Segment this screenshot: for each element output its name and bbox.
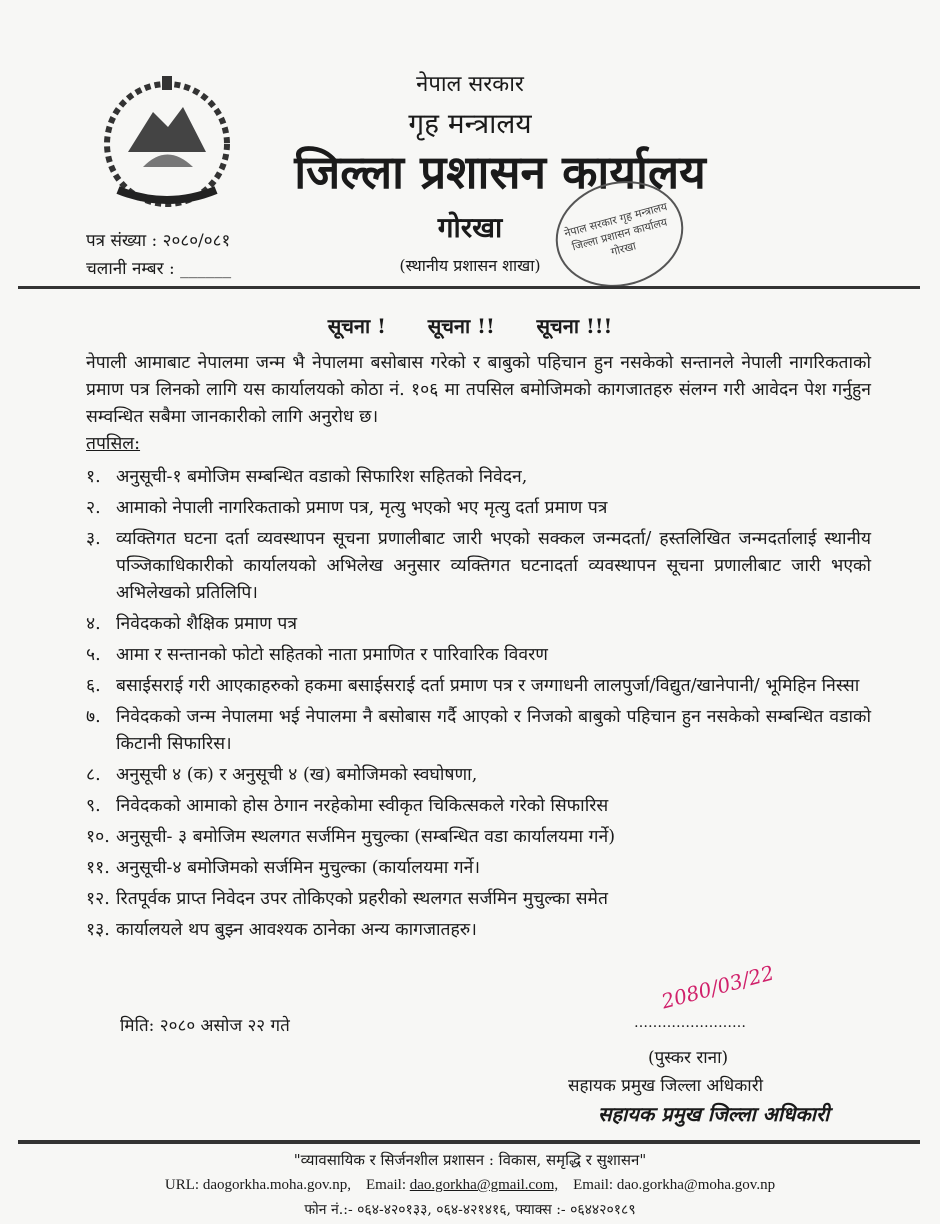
list-item <box>86 855 871 882</box>
footer-contacts <box>0 1177 940 1194</box>
handwritten-signature: 2080/03/22 <box>658 960 777 1014</box>
item-text: व्यक्तिगत घटना दर्ता व्यवस्थापन सूचना प्रणालीबाट जारी भएको सक्कल जन्मदर्ता/ हस्तलिखित जन्मदर्तालाई स्थानीय पञ्जिकाधिकारीको कार्यालयको अभिलेख अनुसार व्यक्तिगत घटनादर्ता व्यवस्थापन सूचना प्रणालीबाट जारी भएको अभिलेखको प्रतिलिपि। <box>116 529 871 603</box>
branch-name: (स्थानीय प्रशासन शाखा) <box>399 256 541 275</box>
list-item <box>86 526 871 607</box>
item-text: रितपूर्वक प्राप्त निवेदन उपर तोकिएको प्रहरीको स्थलगत सर्जमिन मुचुल्का समेत <box>116 889 608 909</box>
list-item <box>86 886 871 913</box>
item-number: ५. <box>86 645 101 665</box>
footer-phone: फोन नं.:- ०६४-४२०१३३, ०६४-४२१४१६, फ्याक्स :- ०६४४२०१८९ <box>304 1202 636 1218</box>
signatory-name: (पुस्कर राना) <box>648 1048 729 1068</box>
list-item <box>86 611 871 638</box>
item-number: १०. <box>86 827 110 847</box>
item-number: ६. <box>86 676 101 696</box>
item-number: १. <box>86 467 101 487</box>
notice-title: सूचना ! सूचना !! सूचना !!! <box>327 314 613 338</box>
website-url[interactable]: URL: daogorkha.moha.gov.np, <box>164 1177 351 1193</box>
footer-divider <box>18 1140 920 1144</box>
list-item <box>86 824 871 851</box>
item-number: १३. <box>86 920 110 940</box>
item-text: निवेदकको जन्म नेपालमा भई नेपालमा नै बसोबास गर्दै आएको र निजको बाबुको पहिचान हुन नसकेको सम्बन्धित वडाको किटानी सिफारिस। <box>116 707 871 754</box>
item-text: आमा र सन्तानको फोटो सहितको नाता प्रमाणित र पारिवारिक विवरण <box>116 645 548 665</box>
item-text: अनुसूची-१ बमोजिम सम्बन्धित वडाको सिफारिश सहितको निवेदन, <box>116 467 528 487</box>
item-number: ४. <box>86 614 101 634</box>
footer-slogan: "व्यावसायिक र सिर्जनशील प्रशासन : विकास, समृद्धि र सुशासन" <box>293 1151 647 1169</box>
requirements-list <box>86 464 871 944</box>
item-number: ९. <box>86 796 101 816</box>
item-number: ११. <box>86 858 110 878</box>
item-number: १२. <box>86 889 110 909</box>
list-heading: तपसिल: <box>86 434 141 454</box>
list-item <box>86 704 871 758</box>
district-name: गोरखा <box>437 211 503 244</box>
item-text: अनुसूची-४ बमोजिमको सर्जमिन मुचुल्का (कार्यालयमा गर्ने। <box>116 858 480 878</box>
letter-number: पत्र संख्या : २०८०/०८१ <box>86 231 231 251</box>
item-number: ७. <box>86 707 101 727</box>
signatory-stamp: सहायक प्रमुख जिल्ला अधिकारी <box>598 1102 830 1126</box>
item-number: २. <box>86 498 101 518</box>
list-item <box>86 673 871 700</box>
email1-label: Email: <box>366 1177 406 1193</box>
gov-name: नेपाल सरकार <box>416 72 524 97</box>
list-item <box>86 464 871 491</box>
email1-link[interactable]: dao.gorkha@gmail.com, <box>409 1177 559 1193</box>
office-name: जिल्ला प्रशासन कार्यालय <box>294 145 706 199</box>
item-text: निवेदकको आमाको होस ठेगान नरहेकोमा स्वीकृत चिकित्सकले गरेको सिफारिस <box>116 796 609 816</box>
signatory-title: सहायक प्रमुख जिल्ला अधिकारी <box>568 1076 764 1096</box>
notice-body <box>86 350 871 944</box>
stamp-text: नेपाल सरकार गृह मन्त्रालय जिल्ला प्रशासन कार्यालय गोरखा <box>562 199 669 259</box>
item-text: अनुसूची- ३ बमोजिम स्थलगत सर्जमिन मुचुल्का (सम्बन्धित वडा कार्यालयमा गर्ने) <box>116 827 616 847</box>
item-number: ८. <box>86 765 101 785</box>
list-item <box>86 762 871 789</box>
list-item <box>86 793 871 820</box>
ministry-name: गृह मन्त्रालय <box>408 107 532 140</box>
email2[interactable]: Email: dao.gorkha@moha.gov.np <box>573 1177 776 1193</box>
date: मिति: २०८० असोज २२ गते <box>120 1016 290 1036</box>
dispatch-number: चलानी नम्बर : ______ <box>86 259 232 279</box>
item-text: निवेदकको शैक्षिक प्रमाण पत्र <box>116 614 297 634</box>
list-item <box>86 917 871 944</box>
header-divider <box>18 286 920 289</box>
item-text: कार्यालयले थप बुझ्न आवश्यक ठानेका अन्य कागजातहरु। <box>116 920 477 940</box>
item-text: अनुसूची ४ (क) र अनुसूची ४ (ख) बमोजिमको स्वघोषणा, <box>116 765 478 785</box>
intro-paragraph: नेपाली आमाबाट नेपालमा जन्म भै नेपालमा बसोबास गरेको र बाबुको पहिचान हुन नसकेको सन्तानले नेपाली नागरिकताको प्रमाण पत्र लिनको लागि यस कार्यालयको कोठा नं. १०६ मा तपसिल बमोजिमको कागजातहरु संलग्न गरी आवेदन पेश गर्नुहुन सम्वन्धित सबैमा जानकारीको लागि अनुरोध छ। <box>86 353 871 427</box>
signature-dots: …………………… <box>634 1015 746 1031</box>
item-number: ३. <box>86 529 101 549</box>
list-item <box>86 495 871 522</box>
item-text: बसाईसराई गरी आएकाहरुको हकमा बसाईसराई दर्ता प्रमाण पत्र र जग्गाधनी लालपुर्जा/विद्युत/खानेपानी/ भूमिहिन निस्सा <box>116 676 860 696</box>
list-item <box>86 642 871 669</box>
item-text: आमाको नेपाली नागरिकताको प्रमाण पत्र, मृत्यु भएको भए मृत्यु दर्ता प्रमाण पत्र <box>116 498 608 518</box>
